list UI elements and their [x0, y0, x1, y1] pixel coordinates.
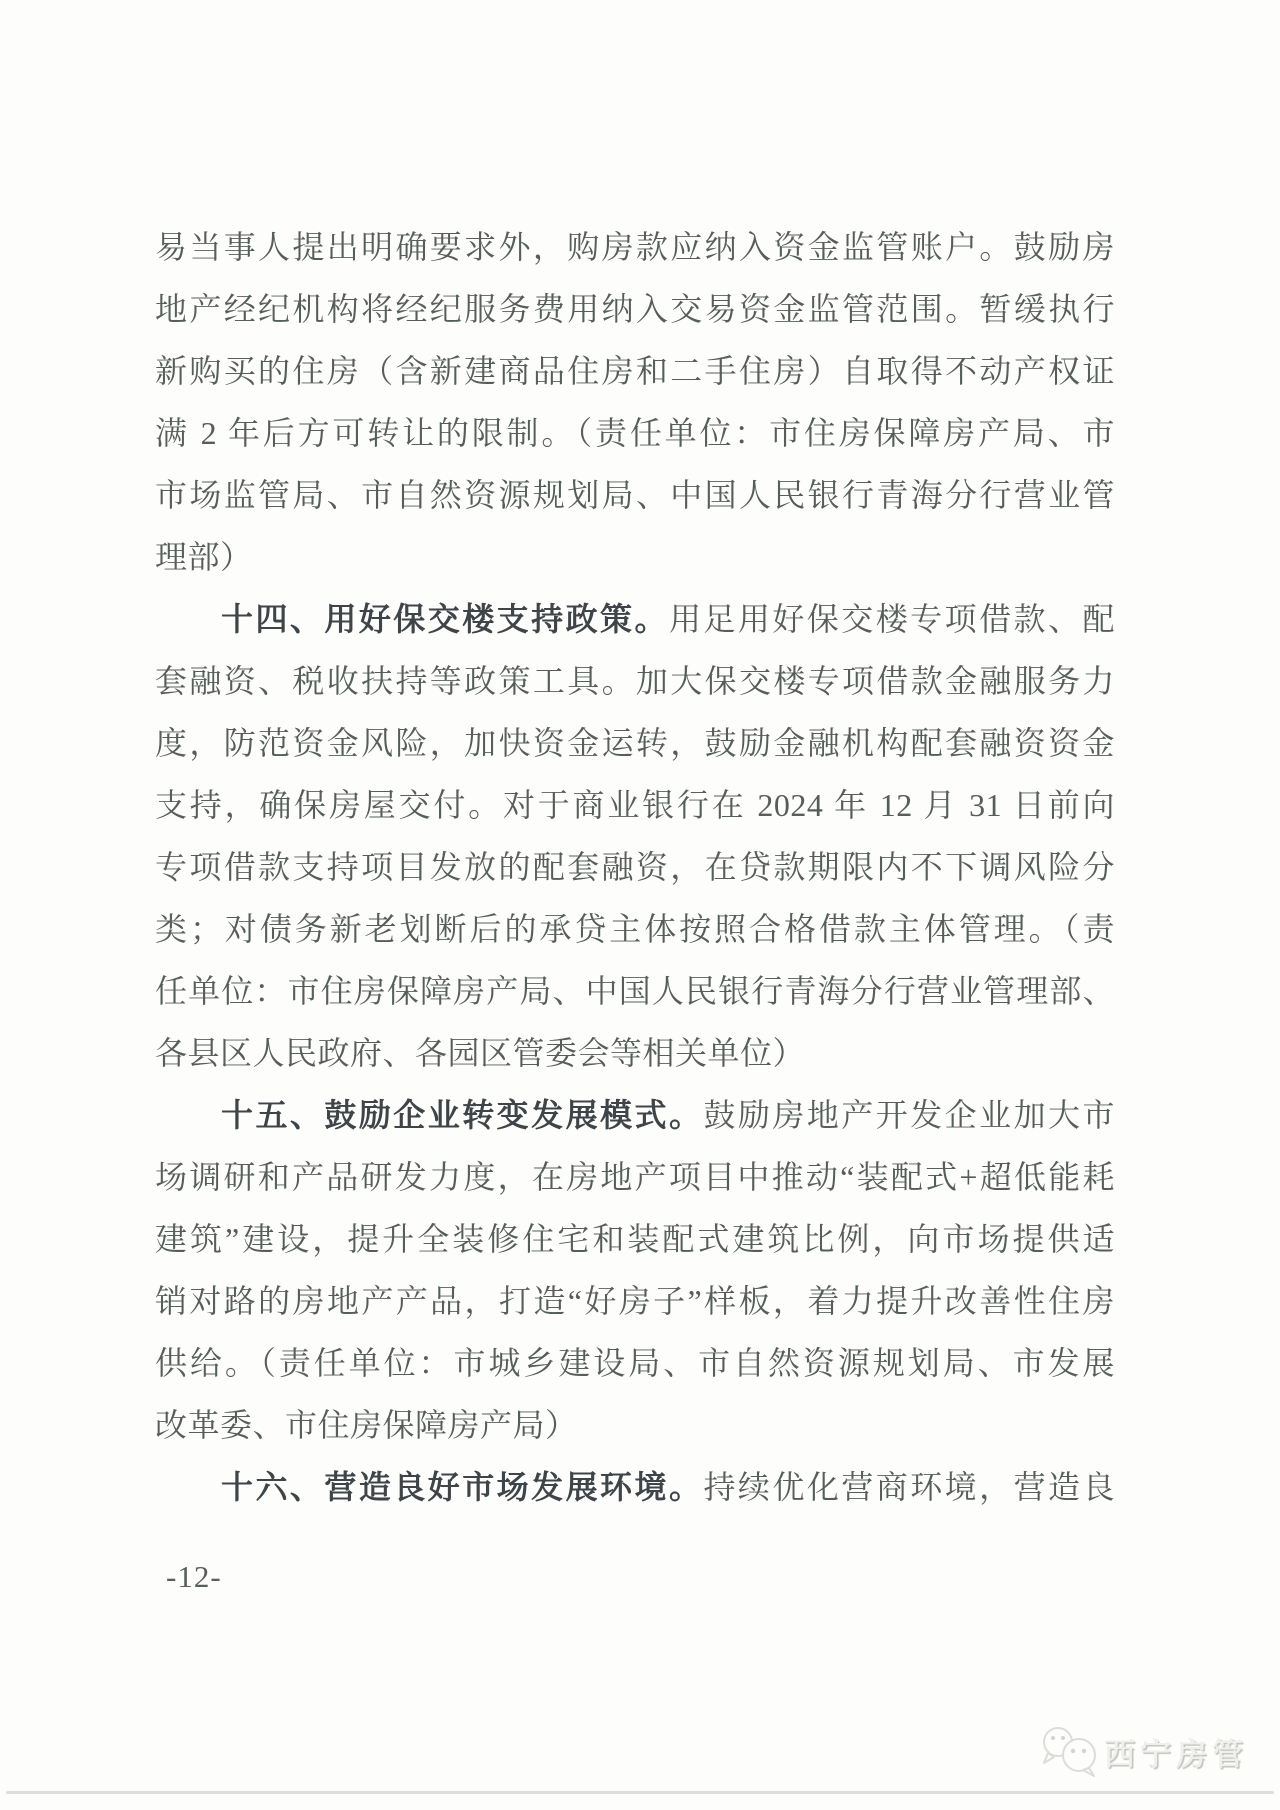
- body-text: 场调研和产品研发力度，在房地产项目中推动“装配式+超低能耗: [155, 1159, 1115, 1195]
- body-text: 建筑”建设，提升全装修住宅和装配式建筑比例，向市场提供适: [155, 1221, 1115, 1257]
- body-text: 支持，确保房屋交付。对于商业银行在 2024 年 12 月 31 日前向: [155, 787, 1115, 823]
- text-line: [155, 1332, 1115, 1394]
- section-heading-line: [155, 1084, 1115, 1146]
- text-line: [155, 1270, 1115, 1332]
- text-line: [155, 1394, 1115, 1456]
- section-heading-text: 十四、用好保交楼支持政策。: [221, 601, 669, 637]
- text-line: [155, 402, 1115, 464]
- body-text: 满 2 年后方可转让的限制。（责任单位：市住房保障房产局、市: [155, 415, 1115, 451]
- text-line: [155, 216, 1115, 278]
- text-line: [155, 1208, 1115, 1270]
- body-text: 持续优化营商环境，营造良: [703, 1469, 1115, 1505]
- text-line: [155, 960, 1115, 1022]
- body-text: 专项借款支持项目发放的配套融资，在贷款期限内不下调风险分: [155, 849, 1115, 885]
- document-body: [155, 216, 1115, 1518]
- text-line: [155, 1022, 1115, 1084]
- body-text: 市场监管局、市自然资源规划局、中国人民银行青海分行营业管: [155, 477, 1115, 513]
- page-number: -12-: [166, 1559, 222, 1594]
- body-text: 鼓励房地产开发企业加大市: [703, 1097, 1115, 1133]
- body-text: 套融资、税收扶持等政策工具。加大保交楼专项借款金融服务力: [155, 663, 1115, 699]
- body-text: 理部）: [155, 539, 253, 575]
- text-line: [155, 1146, 1115, 1208]
- text-line: [155, 340, 1115, 402]
- body-text: 销对路的房地产产品，打造“好房子”样板，着力提升改善性住房: [155, 1283, 1115, 1319]
- body-text: 类；对债务新老划断后的承贷主体按照合格借款主体管理。（责: [155, 911, 1115, 947]
- section-heading-text: 十五、鼓励企业转变发展模式。: [221, 1097, 704, 1133]
- text-line: [155, 774, 1115, 836]
- watermark: [1038, 1725, 1248, 1777]
- watermark-brand-text: 西宁房管: [1104, 1736, 1248, 1772]
- body-text: 各县区人民政府、各园区管委会等相关单位）: [155, 1035, 806, 1071]
- text-line: [155, 526, 1115, 588]
- section-heading-text: 十六、营造良好市场发展环境。: [221, 1469, 704, 1505]
- section-heading-line: [155, 588, 1115, 650]
- bottom-divider: [6, 1791, 1274, 1794]
- text-line: [155, 712, 1115, 774]
- section-heading-line: [155, 1456, 1115, 1518]
- body-text: 任单位：市住房保障房产局、中国人民银行青海分行营业管理部、: [155, 973, 1115, 1009]
- body-text: 易当事人提出明确要求外，购房款应纳入资金监管账户。鼓励房: [155, 229, 1115, 265]
- body-text: 地产经纪机构将经纪服务费用纳入交易资金监管范围。暂缓执行: [155, 291, 1115, 327]
- body-text: 用足用好保交楼专项借款、配: [668, 601, 1115, 637]
- body-text: 改革委、市住房保障房产局）: [155, 1407, 578, 1443]
- text-line: [155, 464, 1115, 526]
- wechat-logo-icon: [1038, 1725, 1100, 1777]
- body-text: 度，防范资金风险，加快资金运转，鼓励金融机构配套融资资金: [155, 725, 1115, 761]
- text-line: [155, 650, 1115, 712]
- body-text: 供给。（责任单位：市城乡建设局、市自然资源规划局、市发展: [155, 1345, 1115, 1381]
- text-line: [155, 898, 1115, 960]
- text-line: [155, 278, 1115, 340]
- text-line: [155, 836, 1115, 898]
- body-text: 新购买的住房（含新建商品住房和二手住房）自取得不动产权证: [155, 353, 1115, 389]
